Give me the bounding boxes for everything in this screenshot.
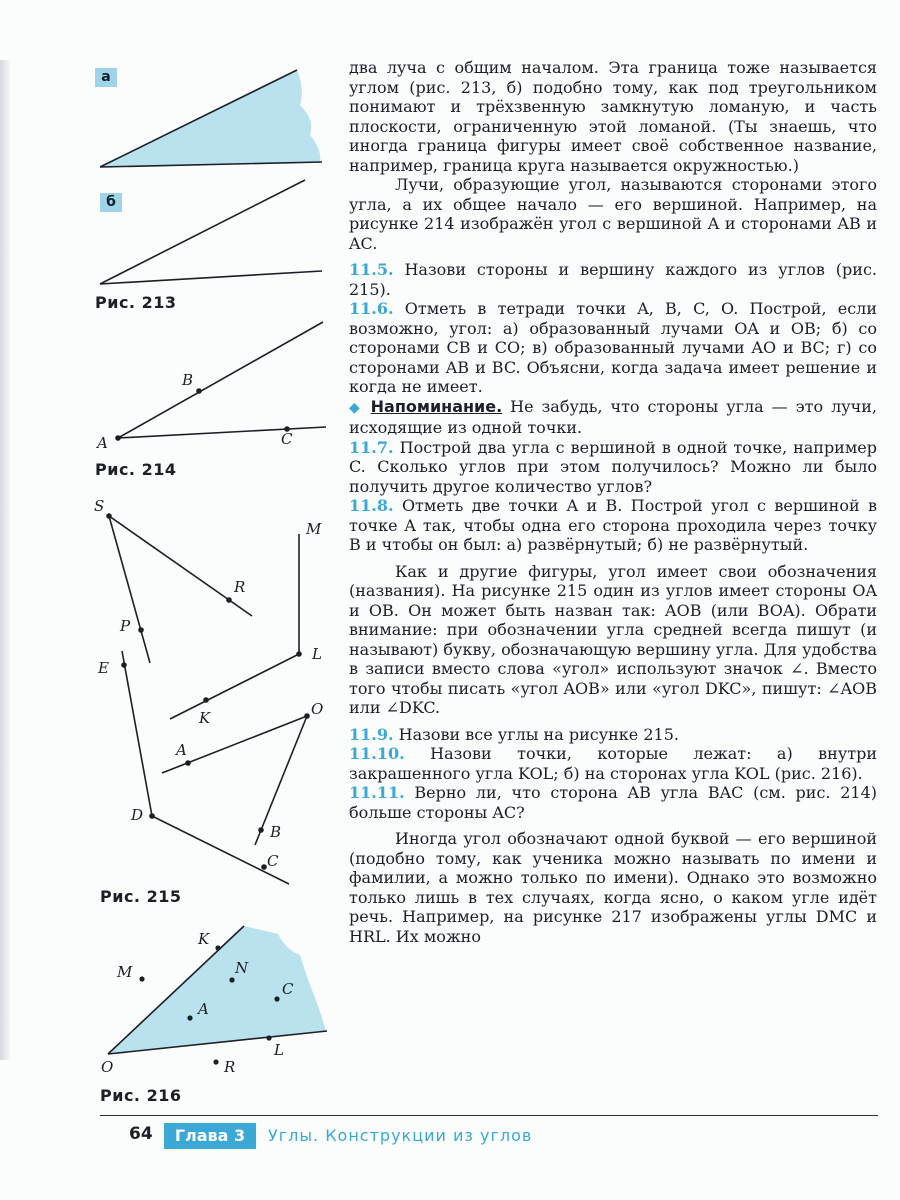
fig215-point-P (138, 627, 144, 633)
fig216-point-R (213, 1059, 218, 1064)
exercise-11-10 (349, 744, 877, 783)
exercise-11-5 (349, 260, 877, 299)
fig216-label-L: L (274, 1041, 284, 1059)
paragraph-sides-vertex: Лучи, образующие угол, называются сторонами этого угла, а их общее начало — его вершиной. Например, на рисунке 214 изображён угол с вершиной A и сторонами AB и AC. (349, 175, 877, 253)
fig215-label-M: M (306, 520, 322, 538)
reminder-title: Напоминание. (370, 396, 503, 416)
fig213-letter-b: б (100, 193, 122, 212)
fig215-label-E: E (98, 659, 109, 677)
fig215-label-D: D (131, 806, 144, 824)
fig213b-ray-bottom (100, 271, 322, 284)
exercise-text: Назови точки, которые лежат: а) внутри закрашенного угла KOL; б) на сторонах угла KOL (рис. 216). (349, 744, 877, 783)
fig214-label-C: C (281, 430, 293, 448)
fig215-point-K (203, 697, 209, 703)
exercise-text: Построй два угла с вершиной в одной точке, например C. Сколько углов при этом получилось? Можно ли было получить другое количество углов? (349, 437, 878, 496)
fig215-point-S (106, 513, 112, 519)
paragraph-border-angle: два луча с общим началом. Эта граница тоже называется углом (рис. 213, б) подобно тому, как под треугольником понимают и трёхзвенную замкнутую ломаную, и часть плоскости, ограниченную этой ломаной. (Ты знаешь, что иногда граница фигуры имеет своё собственное название, например, граница круга называется окружностью.) (349, 58, 877, 175)
fig213b-ray-top (100, 180, 305, 284)
reminder-box (349, 397, 877, 438)
exercise-11-9 (349, 725, 877, 745)
exercise-11-8 (349, 496, 877, 555)
fig215-point-E (121, 662, 127, 668)
fig216-point-L (266, 1035, 271, 1040)
fig215-ray-LK (170, 654, 299, 719)
fig215-label-C: C (267, 852, 279, 870)
exercise-text: Отметь две точки A и B. Построй угол с вершиной в точке A так, чтобы одна его сторона проходила через точку B и чтобы он был: а) развёрнутый; б) не развёрнутый. (349, 496, 878, 554)
chapter-tab: Глава 3 (164, 1123, 256, 1149)
fig215-point-A (185, 760, 191, 766)
chapter-title: Углы. Конструкции из углов (268, 1126, 533, 1145)
main-text-column (349, 58, 877, 946)
paragraph-one-letter: Иногда угол обозначают одной буквой — его вершиной (подобно тому, как ученика можно называть по имени и фамилии, а можно только по имени). Однако это возможно только лишь в тех случаях, когда ясно, о каком угле идёт речь. Например, на рисунке 217 изображены углы DMC и HRL. Их можно (349, 829, 877, 946)
reminder-text: Не забудь, что стороны угла — это лучи, исходящие из одной точки. (349, 396, 877, 437)
exercise-number: 11.6. (349, 299, 394, 318)
fig216-point-M (139, 976, 144, 981)
exercise-number: 11.10. (349, 744, 405, 763)
fig213-caption: Рис. 213 (95, 293, 177, 312)
fig215-label-L: L (312, 645, 322, 663)
fig216-point-N (229, 977, 234, 982)
fig215-point-L (296, 651, 302, 657)
fig215-point-B (258, 827, 264, 833)
exercise-number: 11.9. (349, 724, 394, 744)
fig215-label-K: K (199, 709, 211, 727)
fig216-label-R: R (224, 1058, 236, 1076)
fig216-label-C: C (282, 980, 294, 998)
fig215-point-R (226, 597, 232, 603)
figures-drawing (0, 0, 340, 1120)
figure-column (0, 0, 340, 1120)
exercise-number: 11.8. (349, 496, 394, 515)
fig215-point-C (261, 864, 267, 870)
fig215-ray-DE (122, 651, 152, 816)
exercise-text: Отметь в тетради точки A, B, C, O. Построй, если возможно, угол: а) образованный лучами OA и OB; б) со сторонами CB и CO; в) образованный лучами AO и BC; г) со сторонами AB и BC. Объясни, когда задача имеет решение и когда не имеет. (349, 299, 877, 396)
fig214-ray-AB (118, 322, 323, 438)
fig216-label-K: K (198, 930, 210, 948)
fig214-label-A: A (97, 434, 108, 452)
footer-rule (100, 1115, 878, 1116)
fig214-caption: Рис. 214 (95, 460, 177, 479)
diamond-icon: ◆ (349, 399, 363, 416)
exercise-text: Назови все углы на рисунке 215. (398, 724, 679, 744)
fig216-caption: Рис. 216 (100, 1086, 182, 1105)
page-number: 64 (129, 1124, 153, 1144)
fig215-caption: Рис. 215 (100, 887, 182, 906)
exercise-11-6 (349, 299, 877, 397)
exercise-text: Назови стороны и вершину каждого из углов (рис. 215). (349, 260, 877, 299)
fig214-ray-AC (118, 427, 326, 438)
fig215-label-A: A (176, 741, 187, 759)
fig215-label-S: S (94, 497, 105, 515)
fig215-ray-SP (109, 516, 150, 663)
fig216-point-A (187, 1015, 192, 1020)
fig215-label-B: B (270, 823, 282, 841)
fig215-label-O: O (311, 700, 324, 718)
fig214-point-B (196, 388, 202, 394)
exercise-text: Верно ли, что сторона AB угла BAC (см. рис. 214) больше стороны AC? (349, 783, 878, 822)
fig216-label-M: M (117, 963, 133, 981)
paragraph-notation: Как и другие фигуры, угол имеет свои обозначения (названия). На рисунке 215 один из углов имеет стороны OA и OB. Он может быть назван так: AOB (или BOA). Обрати внимание: при обозначении угла средней всегда пишут (и называют) букву, обозначающую вершину угла. Для удобства в записи вместо слова «угол» используют значок ∠. Вместо того чтобы писать «угол AOB» или «угол DKC», пишут: ∠AOB или ∠DKC. (349, 561, 877, 717)
fig215-label-R: R (234, 578, 246, 596)
fig215-point-D (149, 813, 155, 819)
exercise-11-7 (349, 438, 877, 497)
fig216-label-A: A (198, 1000, 209, 1018)
fig216-label-N: N (235, 959, 249, 977)
fig213a-filled-angle (100, 70, 320, 167)
exercise-number: 11.5. (349, 260, 394, 279)
fig215-point-O (304, 713, 310, 719)
fig216-point-K (215, 945, 220, 950)
exercise-number: 11.11. (349, 783, 405, 802)
fig215-ray-DC (152, 816, 289, 884)
fig214-point-A (115, 435, 121, 441)
fig213-letter-a: а (95, 68, 117, 87)
fig216-label-O: O (101, 1058, 114, 1076)
fig214-label-B: B (182, 371, 194, 389)
fig215-label-P: P (120, 617, 131, 635)
exercise-11-11 (349, 783, 877, 822)
exercise-number: 11.7. (349, 437, 394, 457)
fig216-point-C (274, 996, 279, 1001)
